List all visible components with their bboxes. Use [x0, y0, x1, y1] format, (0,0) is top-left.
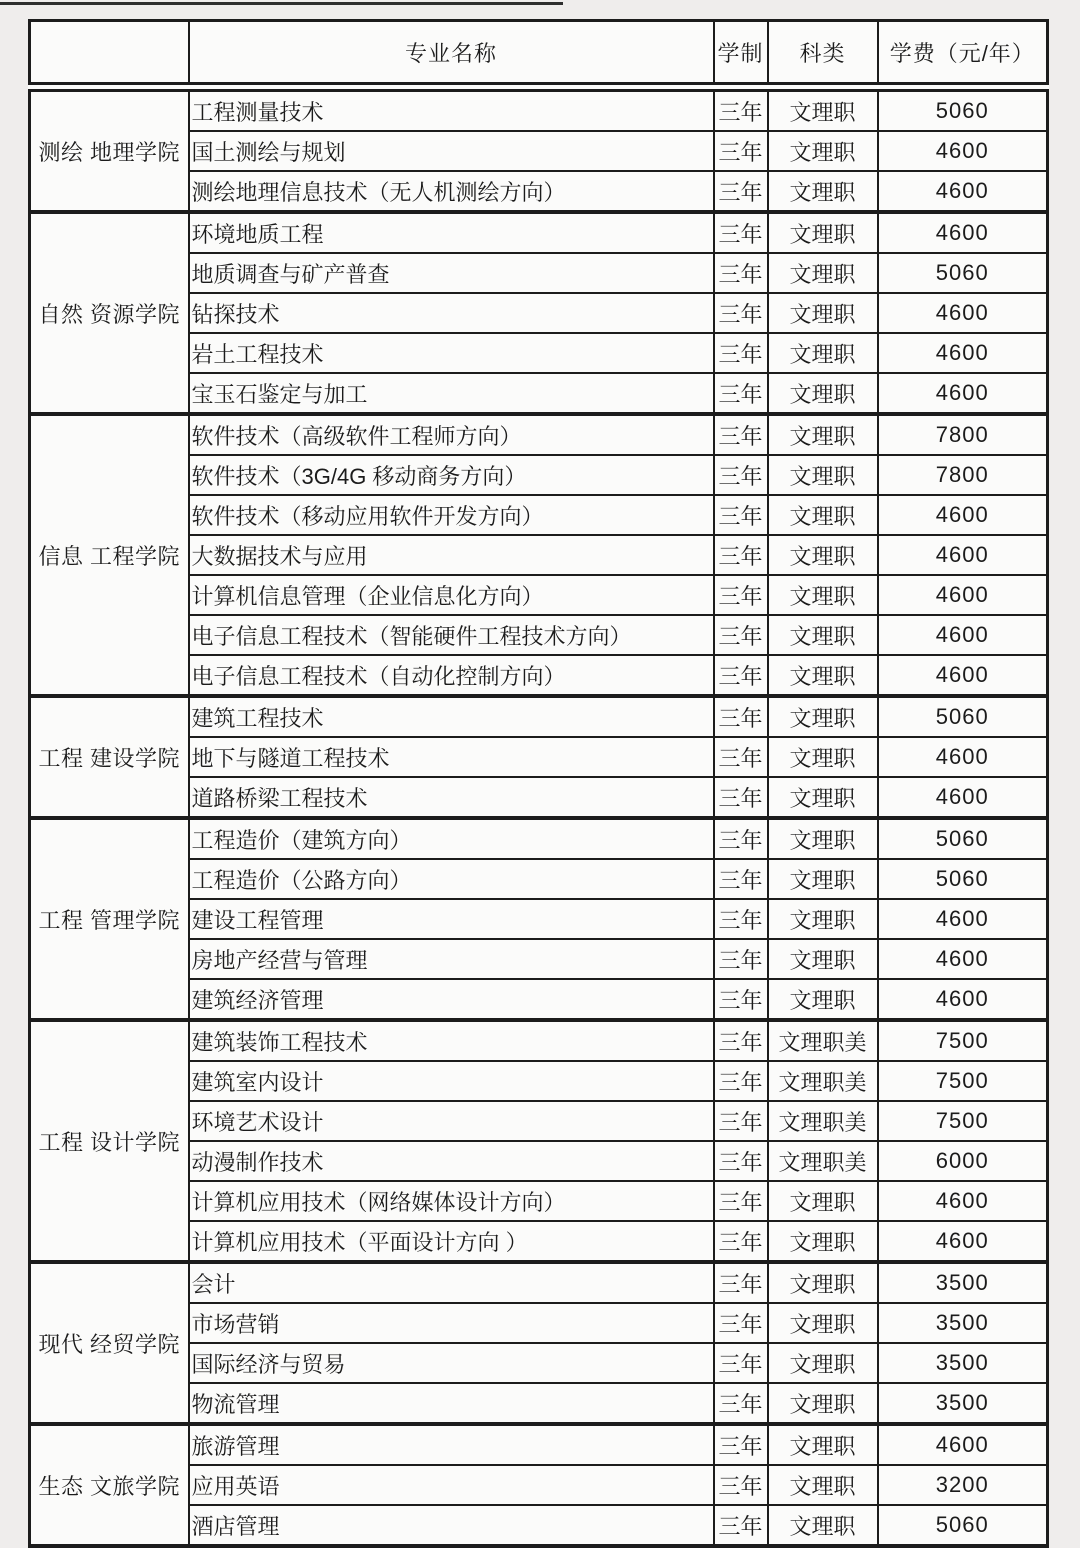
category-cell: 文理职: [768, 696, 878, 737]
category-cell: 文理职: [768, 1383, 878, 1424]
duration-cell: 三年: [714, 859, 768, 899]
category-cell: 文理职: [768, 495, 878, 535]
category-cell: 文理职: [768, 737, 878, 777]
category-cell: 文理职: [768, 171, 878, 212]
fee-cell: 3500: [878, 1343, 1048, 1383]
major-cell: 工程造价（建筑方向）: [189, 818, 714, 859]
category-cell: 文理职: [768, 455, 878, 495]
category-cell: 文理职: [768, 535, 878, 575]
duration-cell: 三年: [714, 818, 768, 859]
duration-cell: 三年: [714, 1101, 768, 1141]
duration-cell: 三年: [714, 899, 768, 939]
major-cell: 道路桥梁工程技术: [189, 777, 714, 818]
duration-cell: 三年: [714, 1141, 768, 1181]
fee-cell: 5060: [878, 859, 1048, 899]
college-cell: 工程 设计学院: [30, 1020, 189, 1262]
category-column-header: 科类: [768, 21, 878, 88]
duration-cell: 三年: [714, 1465, 768, 1505]
duration-column-header: 学制: [714, 21, 768, 88]
duration-cell: 三年: [714, 1221, 768, 1262]
major-cell: 软件技术（移动应用软件开发方向）: [189, 495, 714, 535]
duration-cell: 三年: [714, 939, 768, 979]
duration-cell: 三年: [714, 293, 768, 333]
college-cell: 生态 文旅学院: [30, 1424, 189, 1546]
fee-cell: 3500: [878, 1383, 1048, 1424]
duration-cell: 三年: [714, 1020, 768, 1061]
college-cell: 自然 资源学院: [30, 212, 189, 414]
fee-cell: 4600: [878, 575, 1048, 615]
major-cell: 建筑装饰工程技术: [189, 1020, 714, 1061]
table-row: [30, 818, 1048, 859]
fee-cell: 3200: [878, 1465, 1048, 1505]
major-cell: 计算机应用技术（平面设计方向 ）: [189, 1221, 714, 1262]
category-cell: 文理职: [768, 1465, 878, 1505]
major-cell: 环境地质工程: [189, 212, 714, 253]
category-cell: 文理职: [768, 939, 878, 979]
duration-cell: 三年: [714, 1505, 768, 1546]
major-cell: 建设工程管理: [189, 899, 714, 939]
fee-cell: 5060: [878, 87, 1048, 131]
category-cell: 文理职: [768, 1505, 878, 1546]
fee-cell: 6000: [878, 1141, 1048, 1181]
fee-cell: 4600: [878, 1221, 1048, 1262]
college-cell: 测绘 地理学院: [30, 87, 189, 212]
category-cell: 文理职: [768, 373, 878, 414]
category-cell: 文理职: [768, 1181, 878, 1221]
category-cell: 文理职: [768, 1303, 878, 1343]
category-cell: 文理职: [768, 818, 878, 859]
fee-cell: 4600: [878, 212, 1048, 253]
duration-cell: 三年: [714, 1061, 768, 1101]
duration-cell: 三年: [714, 1303, 768, 1343]
major-cell: 电子信息工程技术（智能硬件工程技术方向）: [189, 615, 714, 655]
category-cell: 文理职: [768, 615, 878, 655]
college-column-header: [30, 21, 189, 88]
major-column-header: 专业名称: [189, 21, 714, 88]
fee-cell: 4600: [878, 293, 1048, 333]
table-row: [30, 696, 1048, 737]
fee-cell: 5060: [878, 696, 1048, 737]
category-cell: 文理职: [768, 777, 878, 818]
table-header: [30, 21, 1048, 88]
major-cell: 国土测绘与规划: [189, 131, 714, 171]
major-cell: 市场营销: [189, 1303, 714, 1343]
fee-cell: 4600: [878, 899, 1048, 939]
fee-cell: 7800: [878, 455, 1048, 495]
duration-cell: 三年: [714, 171, 768, 212]
table-row: [30, 1424, 1048, 1465]
major-cell: 环境艺术设计: [189, 1101, 714, 1141]
duration-cell: 三年: [714, 212, 768, 253]
duration-cell: 三年: [714, 777, 768, 818]
major-cell: 电子信息工程技术（自动化控制方向）: [189, 655, 714, 696]
duration-cell: 三年: [714, 414, 768, 455]
major-cell: 酒店管理: [189, 1505, 714, 1546]
category-cell: 文理职美: [768, 1101, 878, 1141]
duration-cell: 三年: [714, 373, 768, 414]
fee-cell: 3500: [878, 1303, 1048, 1343]
fee-cell: 5060: [878, 818, 1048, 859]
major-cell: 建筑工程技术: [189, 696, 714, 737]
category-cell: 文理职: [768, 293, 878, 333]
table-row: [30, 87, 1048, 131]
fee-cell: 5060: [878, 1505, 1048, 1546]
major-cell: 建筑室内设计: [189, 1061, 714, 1101]
category-cell: 文理职: [768, 655, 878, 696]
category-cell: 文理职美: [768, 1061, 878, 1101]
category-cell: 文理职: [768, 979, 878, 1020]
cropped-previous-row-line: [0, 2, 563, 5]
major-cell: 动漫制作技术: [189, 1141, 714, 1181]
major-cell: 岩土工程技术: [189, 333, 714, 373]
major-cell: 旅游管理: [189, 1424, 714, 1465]
fee-cell: 4600: [878, 535, 1048, 575]
major-cell: 工程造价（公路方向）: [189, 859, 714, 899]
category-cell: 文理职: [768, 859, 878, 899]
duration-cell: 三年: [714, 575, 768, 615]
category-cell: 文理职: [768, 1221, 878, 1262]
college-cell: 信息 工程学院: [30, 414, 189, 696]
major-cell: 宝玉石鉴定与加工: [189, 373, 714, 414]
fee-cell: 4600: [878, 333, 1048, 373]
duration-cell: 三年: [714, 615, 768, 655]
duration-cell: 三年: [714, 455, 768, 495]
major-cell: 建筑经济管理: [189, 979, 714, 1020]
fee-cell: 4600: [878, 655, 1048, 696]
category-cell: 文理职: [768, 212, 878, 253]
fee-cell: 5060: [878, 253, 1048, 293]
table-row: [30, 1262, 1048, 1303]
category-cell: 文理职: [768, 1262, 878, 1303]
fee-cell: 4600: [878, 373, 1048, 414]
category-cell: 文理职: [768, 1343, 878, 1383]
category-cell: 文理职: [768, 131, 878, 171]
duration-cell: 三年: [714, 1424, 768, 1465]
fee-cell: 4600: [878, 939, 1048, 979]
fee-cell: 7500: [878, 1101, 1048, 1141]
category-cell: 文理职: [768, 1424, 878, 1465]
duration-cell: 三年: [714, 87, 768, 131]
college-cell: 工程 管理学院: [30, 818, 189, 1020]
major-cell: 国际经济与贸易: [189, 1343, 714, 1383]
major-cell: 地下与隧道工程技术: [189, 737, 714, 777]
college-cell: 工程 建设学院: [30, 696, 189, 818]
major-cell: 会计: [189, 1262, 714, 1303]
table-row: [30, 414, 1048, 455]
duration-cell: 三年: [714, 131, 768, 171]
duration-cell: 三年: [714, 1343, 768, 1383]
college-cell: 现代 经贸学院: [30, 1262, 189, 1424]
category-cell: 文理职: [768, 899, 878, 939]
major-cell: 计算机信息管理（企业信息化方向）: [189, 575, 714, 615]
category-cell: 文理职: [768, 414, 878, 455]
category-cell: 文理职: [768, 333, 878, 373]
duration-cell: 三年: [714, 1262, 768, 1303]
major-cell: 软件技术（3G/4G 移动商务方向）: [189, 455, 714, 495]
header-row: [30, 21, 1048, 88]
fee-cell: 4600: [878, 615, 1048, 655]
category-cell: 文理职: [768, 253, 878, 293]
fee-cell: 4600: [878, 737, 1048, 777]
major-cell: 钻探技术: [189, 293, 714, 333]
table-body: [30, 87, 1048, 1546]
tuition-table: [28, 19, 1049, 1548]
major-cell: 计算机应用技术（网络媒体设计方向）: [189, 1181, 714, 1221]
fee-cell: 4600: [878, 1424, 1048, 1465]
category-cell: 文理职: [768, 575, 878, 615]
fee-cell: 4600: [878, 495, 1048, 535]
category-cell: 文理职美: [768, 1020, 878, 1061]
duration-cell: 三年: [714, 737, 768, 777]
major-cell: 房地产经营与管理: [189, 939, 714, 979]
duration-cell: 三年: [714, 696, 768, 737]
fee-cell: 4600: [878, 979, 1048, 1020]
duration-cell: 三年: [714, 333, 768, 373]
duration-cell: 三年: [714, 1383, 768, 1424]
fee-cell: 4600: [878, 777, 1048, 818]
fee-cell: 7500: [878, 1061, 1048, 1101]
fee-cell: 4600: [878, 171, 1048, 212]
major-cell: 软件技术（高级软件工程师方向）: [189, 414, 714, 455]
fee-column-header: 学费（元/年）: [878, 21, 1048, 88]
major-cell: 物流管理: [189, 1383, 714, 1424]
duration-cell: 三年: [714, 535, 768, 575]
fee-cell: 3500: [878, 1262, 1048, 1303]
fee-cell: 4600: [878, 1181, 1048, 1221]
major-cell: 地质调查与矿产普查: [189, 253, 714, 293]
fee-cell: 7500: [878, 1020, 1048, 1061]
duration-cell: 三年: [714, 1181, 768, 1221]
duration-cell: 三年: [714, 979, 768, 1020]
duration-cell: 三年: [714, 655, 768, 696]
major-cell: 测绘地理信息技术（无人机测绘方向）: [189, 171, 714, 212]
fee-cell: 4600: [878, 131, 1048, 171]
major-cell: 大数据技术与应用: [189, 535, 714, 575]
category-cell: 文理职美: [768, 1141, 878, 1181]
category-cell: 文理职: [768, 87, 878, 131]
table-row: [30, 1020, 1048, 1061]
duration-cell: 三年: [714, 253, 768, 293]
major-cell: 应用英语: [189, 1465, 714, 1505]
duration-cell: 三年: [714, 495, 768, 535]
table-row: [30, 212, 1048, 253]
fee-cell: 7800: [878, 414, 1048, 455]
major-cell: 工程测量技术: [189, 87, 714, 131]
